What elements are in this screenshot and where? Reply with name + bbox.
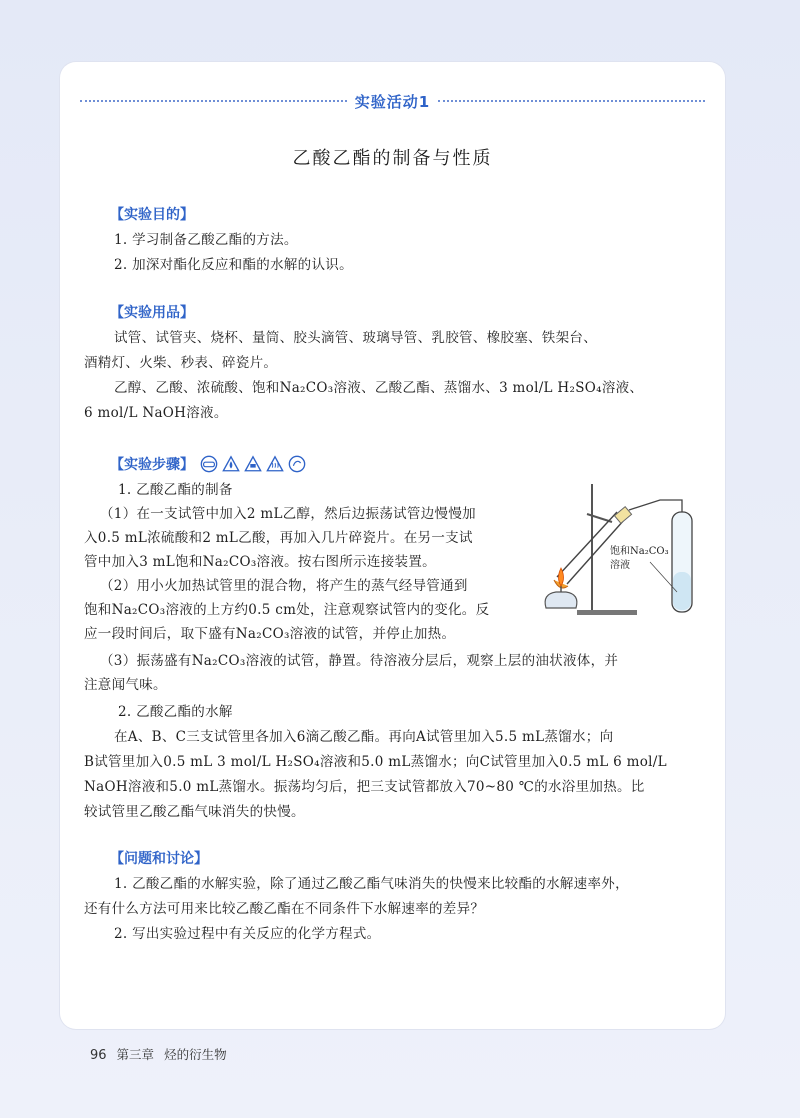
purpose-heading: 【实验目的】 [110, 207, 194, 223]
ventilation-icon [288, 455, 306, 473]
materials-line: 乙醇、乙酸、浓硫酸、饱和Na₂CO₃溶液、乙酸乙酯、蒸馏水、3 mol/L H₂SO₄溶液、 [114, 380, 644, 396]
steps-line: 2. 乙酸乙酯的水解 [118, 704, 233, 720]
chapter-number: 第三章 [116, 1047, 155, 1062]
purpose-item: 1. 学习制备乙酸乙酯的方法。 [114, 232, 298, 248]
steps-line: 入0.5 mL浓硫酸和2 mL乙酸，再加入几片碎瓷片。在另一支试 [84, 530, 473, 546]
activity-banner [80, 90, 705, 112]
discussion-heading: 【问题和讨论】 [110, 851, 208, 867]
page-card [60, 62, 725, 1029]
steps-heading-label: 【实验步骤】 [110, 457, 194, 473]
flame-icon [222, 455, 240, 473]
materials-line: 试管、试管夹、烧杯、量筒、胶头滴管、玻璃导管、乳胶管、橡胶塞、铁架台、 [114, 330, 597, 346]
materials-line: 6 mol/L NaOH溶液。 [84, 405, 228, 421]
steps-line: 在A、B、C三支试管里各加入6滴乙酸乙酯。再向A试管里加入5.5 mL蒸馏水；向 [114, 729, 614, 745]
steps-line: （1）在一支试管中加入2 mL乙醇，然后边振荡试管边慢慢加 [100, 506, 476, 522]
materials-heading: 【实验用品】 [110, 305, 194, 321]
figure-label-solution: 饱和Na₂CO₃ [610, 546, 669, 557]
steps-line: NaOH溶液和5.0 mL蒸馏水。振荡均匀后，把三支试管都放入70~80 ℃的水浴里加热。比 [84, 779, 645, 795]
page-title: 乙酸乙酯的制备与性质 [292, 148, 493, 169]
steps-line: 1. 乙酸乙酯的制备 [118, 482, 233, 498]
banner-title: 实验活动1 [354, 92, 431, 111]
alcohol-lamp [545, 568, 577, 608]
goggles-icon [200, 455, 218, 473]
discussion-line: 1. 乙酸乙酯的水解实验，除了通过乙酸乙酯气味消失的快慢来比较酯的水解速率外， [114, 876, 629, 892]
apparatus-figure [532, 482, 702, 622]
banner-divider-right [438, 100, 705, 102]
hazard-icons [200, 455, 306, 473]
purpose-item: 2. 加深对酯化反应和酯的水解的认识。 [114, 257, 353, 273]
steps-line: 注意闻气味。 [84, 677, 167, 693]
steps-line: （3）振荡盛有Na₂CO₃溶液的试管，静置。待溶液分层后，观察上层的油状液体，并 [100, 653, 619, 669]
heat-icon [266, 455, 284, 473]
steps-line: （2）用小火加热试管里的混合物，将产生的蒸气经导管通到 [100, 578, 468, 594]
receiving-tube [672, 512, 692, 612]
discussion-line: 还有什么方法可用来比较乙酸乙酯在不同条件下水解速率的差异？ [84, 901, 485, 917]
corrosive-icon [244, 455, 262, 473]
page-footer [90, 1045, 227, 1063]
discussion-line: 2. 写出实验过程中有关反应的化学方程式。 [114, 926, 381, 942]
steps-line: 管中加入3 mL饱和Na₂CO₃溶液。按右图所示连接装置。 [84, 554, 436, 570]
steps-heading [110, 454, 306, 474]
steps-line: 饱和Na₂CO₃溶液的上方约0.5 cm处，注意观察试管内的变化。反 [84, 602, 490, 618]
steps-line: B试管里加入0.5 mL 3 mol/L H₂SO₄溶液和5.0 mL蒸馏水；向C试管里加入0.5 mL 6 mol/L [84, 754, 667, 770]
figure-label-liquid: 溶液 [610, 560, 630, 571]
materials-line: 酒精灯、火柴、秒表、碎瓷片。 [84, 355, 278, 371]
steps-line: 较试管里乙酸乙酯气味消失的快慢。 [84, 804, 305, 820]
steps-line: 应一段时间后，取下盛有Na₂CO₃溶液的试管，并停止加热。 [84, 626, 456, 642]
banner-divider-left [80, 100, 347, 102]
chapter-title: 烃的衍生物 [164, 1047, 227, 1062]
page-number: 96 [90, 1048, 107, 1063]
